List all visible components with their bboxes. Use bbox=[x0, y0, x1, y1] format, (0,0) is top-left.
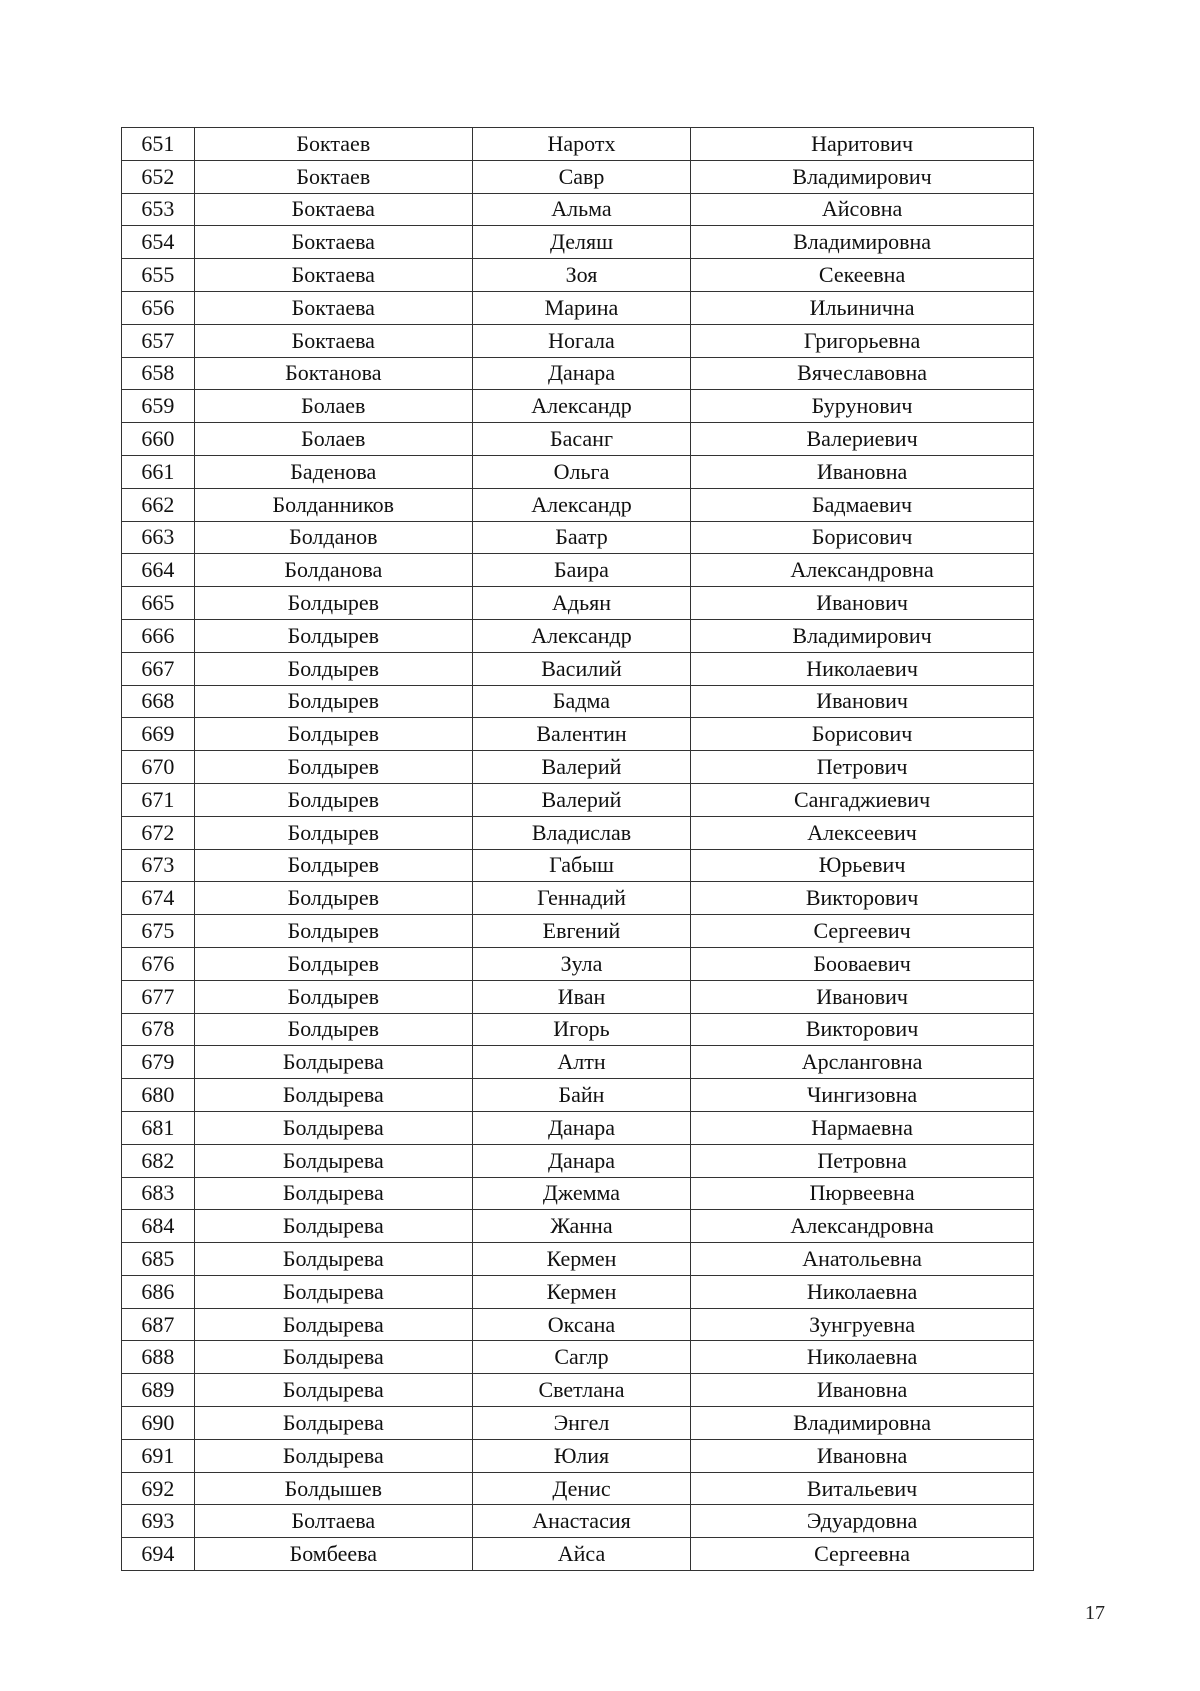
first-name-cell: Евгений bbox=[472, 915, 690, 948]
table-row bbox=[122, 947, 1034, 980]
row-number-cell: 691 bbox=[122, 1439, 195, 1472]
patronymic-cell: Николаевна bbox=[691, 1341, 1034, 1374]
first-name-cell: Данара bbox=[472, 1144, 690, 1177]
patronymic-cell: Петрович bbox=[691, 751, 1034, 784]
table-row bbox=[122, 1341, 1034, 1374]
patronymic-cell: Ивановна bbox=[691, 1439, 1034, 1472]
patronymic-cell: Николаевич bbox=[691, 652, 1034, 685]
first-name-cell: Юлия bbox=[472, 1439, 690, 1472]
table-row bbox=[122, 587, 1034, 620]
patronymic-cell: Александровна bbox=[691, 1210, 1034, 1243]
patronymic-cell: Витальевич bbox=[691, 1472, 1034, 1505]
patronymic-cell: Ивановна bbox=[691, 455, 1034, 488]
patronymic-cell: Владимировна bbox=[691, 1407, 1034, 1440]
row-number-cell: 694 bbox=[122, 1538, 195, 1571]
table-row bbox=[122, 554, 1034, 587]
table-row bbox=[122, 751, 1034, 784]
table-row bbox=[122, 1439, 1034, 1472]
last-name-cell: Болдырев bbox=[194, 816, 472, 849]
patronymic-cell: Юрьевич bbox=[691, 849, 1034, 882]
row-number-cell: 667 bbox=[122, 652, 195, 685]
row-number-cell: 683 bbox=[122, 1177, 195, 1210]
first-name-cell: Оксана bbox=[472, 1308, 690, 1341]
row-number-cell: 658 bbox=[122, 357, 195, 390]
patronymic-cell: Алексеевич bbox=[691, 816, 1034, 849]
first-name-cell: Джемма bbox=[472, 1177, 690, 1210]
first-name-cell: Александр bbox=[472, 390, 690, 423]
patronymic-cell: Нармаевна bbox=[691, 1111, 1034, 1144]
last-name-cell: Болдырев bbox=[194, 783, 472, 816]
last-name-cell: Боктаев bbox=[194, 128, 472, 161]
first-name-cell: Алтн bbox=[472, 1046, 690, 1079]
patronymic-cell: Петровна bbox=[691, 1144, 1034, 1177]
first-name-cell: Александр bbox=[472, 619, 690, 652]
table-row bbox=[122, 455, 1034, 488]
last-name-cell: Боктаева bbox=[194, 193, 472, 226]
row-number-cell: 673 bbox=[122, 849, 195, 882]
last-name-cell: Болдырев bbox=[194, 751, 472, 784]
first-name-cell: Геннадий bbox=[472, 882, 690, 915]
table-row bbox=[122, 1144, 1034, 1177]
table-row bbox=[122, 1079, 1034, 1112]
row-number-cell: 666 bbox=[122, 619, 195, 652]
first-name-cell: Александр bbox=[472, 488, 690, 521]
last-name-cell: Болдырева bbox=[194, 1144, 472, 1177]
row-number-cell: 676 bbox=[122, 947, 195, 980]
last-name-cell: Боктаева bbox=[194, 226, 472, 259]
patronymic-cell: Бадмаевич bbox=[691, 488, 1034, 521]
row-number-cell: 685 bbox=[122, 1243, 195, 1276]
patronymic-cell: Николаевна bbox=[691, 1275, 1034, 1308]
table-row bbox=[122, 193, 1034, 226]
row-number-cell: 662 bbox=[122, 488, 195, 521]
table-row bbox=[122, 291, 1034, 324]
first-name-cell: Альма bbox=[472, 193, 690, 226]
row-number-cell: 651 bbox=[122, 128, 195, 161]
patronymic-cell: Сергеевич bbox=[691, 915, 1034, 948]
table-row bbox=[122, 718, 1034, 751]
row-number-cell: 692 bbox=[122, 1472, 195, 1505]
table-row bbox=[122, 1013, 1034, 1046]
last-name-cell: Болдырев bbox=[194, 947, 472, 980]
last-name-cell: Болданов bbox=[194, 521, 472, 554]
table-row bbox=[122, 160, 1034, 193]
last-name-cell: Боктаева bbox=[194, 259, 472, 292]
first-name-cell: Денис bbox=[472, 1472, 690, 1505]
row-number-cell: 686 bbox=[122, 1275, 195, 1308]
row-number-cell: 668 bbox=[122, 685, 195, 718]
first-name-cell: Айса bbox=[472, 1538, 690, 1571]
patronymic-cell: Айсовна bbox=[691, 193, 1034, 226]
first-name-cell: Валентин bbox=[472, 718, 690, 751]
patronymic-cell: Владимирович bbox=[691, 160, 1034, 193]
patronymic-cell: Сергеевна bbox=[691, 1538, 1034, 1571]
last-name-cell: Болдырева bbox=[194, 1341, 472, 1374]
patronymic-cell: Бурунович bbox=[691, 390, 1034, 423]
last-name-cell: Болаев bbox=[194, 423, 472, 456]
patronymic-cell: Чингизовна bbox=[691, 1079, 1034, 1112]
table-row bbox=[122, 1308, 1034, 1341]
row-number-cell: 689 bbox=[122, 1374, 195, 1407]
patronymic-cell: Владимировна bbox=[691, 226, 1034, 259]
last-name-cell: Боктанова bbox=[194, 357, 472, 390]
row-number-cell: 665 bbox=[122, 587, 195, 620]
first-name-cell: Бадма bbox=[472, 685, 690, 718]
last-name-cell: Болдырев bbox=[194, 587, 472, 620]
last-name-cell: Болдырев bbox=[194, 685, 472, 718]
first-name-cell: Кермен bbox=[472, 1275, 690, 1308]
first-name-cell: Саглр bbox=[472, 1341, 690, 1374]
last-name-cell: Болдырев bbox=[194, 718, 472, 751]
first-name-cell: Светлана bbox=[472, 1374, 690, 1407]
row-number-cell: 654 bbox=[122, 226, 195, 259]
row-number-cell: 663 bbox=[122, 521, 195, 554]
last-name-cell: Болдырева bbox=[194, 1275, 472, 1308]
first-name-cell: Игорь bbox=[472, 1013, 690, 1046]
table-row bbox=[122, 357, 1034, 390]
row-number-cell: 688 bbox=[122, 1341, 195, 1374]
table-row bbox=[122, 1111, 1034, 1144]
table-row bbox=[122, 849, 1034, 882]
row-number-cell: 690 bbox=[122, 1407, 195, 1440]
row-number-cell: 679 bbox=[122, 1046, 195, 1079]
table-row bbox=[122, 915, 1034, 948]
last-name-cell: Болдырева bbox=[194, 1079, 472, 1112]
table-row bbox=[122, 652, 1034, 685]
row-number-cell: 657 bbox=[122, 324, 195, 357]
table-row bbox=[122, 1210, 1034, 1243]
first-name-cell: Савр bbox=[472, 160, 690, 193]
row-number-cell: 684 bbox=[122, 1210, 195, 1243]
row-number-cell: 653 bbox=[122, 193, 195, 226]
patronymic-cell: Валериевич bbox=[691, 423, 1034, 456]
last-name-cell: Болдырева bbox=[194, 1210, 472, 1243]
table-row bbox=[122, 980, 1034, 1013]
last-name-cell: Болдышев bbox=[194, 1472, 472, 1505]
table-row bbox=[122, 1177, 1034, 1210]
first-name-cell: Марина bbox=[472, 291, 690, 324]
first-name-cell: Данара bbox=[472, 1111, 690, 1144]
first-name-cell: Зула bbox=[472, 947, 690, 980]
first-name-cell: Кермен bbox=[472, 1243, 690, 1276]
patronymic-cell: Зунгруевна bbox=[691, 1308, 1034, 1341]
patronymic-cell: Наритович bbox=[691, 128, 1034, 161]
first-name-cell: Зоя bbox=[472, 259, 690, 292]
table-row bbox=[122, 1472, 1034, 1505]
table-row bbox=[122, 128, 1034, 161]
table-row bbox=[122, 1275, 1034, 1308]
patronymic-cell: Ивановна bbox=[691, 1374, 1034, 1407]
page-number: 17 bbox=[1085, 1602, 1105, 1624]
patronymic-cell: Бооваевич bbox=[691, 947, 1034, 980]
row-number-cell: 681 bbox=[122, 1111, 195, 1144]
row-number-cell: 678 bbox=[122, 1013, 195, 1046]
first-name-cell: Габыш bbox=[472, 849, 690, 882]
last-name-cell: Болдырев bbox=[194, 915, 472, 948]
table-row bbox=[122, 521, 1034, 554]
first-name-cell: Байн bbox=[472, 1079, 690, 1112]
first-name-cell: Анастасия bbox=[472, 1505, 690, 1538]
table-row bbox=[122, 1538, 1034, 1571]
patronymic-cell: Викторович bbox=[691, 882, 1034, 915]
patronymic-cell: Иванович bbox=[691, 685, 1034, 718]
last-name-cell: Болтаева bbox=[194, 1505, 472, 1538]
row-number-cell: 682 bbox=[122, 1144, 195, 1177]
patronymic-cell: Анатольевна bbox=[691, 1243, 1034, 1276]
row-number-cell: 655 bbox=[122, 259, 195, 292]
patronymic-cell: Иванович bbox=[691, 980, 1034, 1013]
last-name-cell: Болдырева bbox=[194, 1111, 472, 1144]
table-row bbox=[122, 390, 1034, 423]
table-row bbox=[122, 1505, 1034, 1538]
first-name-cell: Баатр bbox=[472, 521, 690, 554]
last-name-cell: Болдырев bbox=[194, 980, 472, 1013]
last-name-cell: Болдырева bbox=[194, 1407, 472, 1440]
patronymic-cell: Викторович bbox=[691, 1013, 1034, 1046]
last-name-cell: Боктаева bbox=[194, 324, 472, 357]
last-name-cell: Болдырев bbox=[194, 1013, 472, 1046]
last-name-cell: Болдырев bbox=[194, 652, 472, 685]
first-name-cell: Иван bbox=[472, 980, 690, 1013]
first-name-cell: Деляш bbox=[472, 226, 690, 259]
row-number-cell: 693 bbox=[122, 1505, 195, 1538]
table-row bbox=[122, 259, 1034, 292]
last-name-cell: Болдырев bbox=[194, 849, 472, 882]
last-name-cell: Болаев bbox=[194, 390, 472, 423]
row-number-cell: 669 bbox=[122, 718, 195, 751]
patronymic-cell: Александровна bbox=[691, 554, 1034, 587]
row-number-cell: 677 bbox=[122, 980, 195, 1013]
first-name-cell: Наротх bbox=[472, 128, 690, 161]
patronymic-cell: Сангаджиевич bbox=[691, 783, 1034, 816]
patronymic-cell: Эдуардовна bbox=[691, 1505, 1034, 1538]
row-number-cell: 659 bbox=[122, 390, 195, 423]
table-body bbox=[122, 128, 1034, 1571]
first-name-cell: Ольга bbox=[472, 455, 690, 488]
table-row bbox=[122, 1046, 1034, 1079]
patronymic-cell: Ильинична bbox=[691, 291, 1034, 324]
table-row bbox=[122, 1243, 1034, 1276]
last-name-cell: Баденова bbox=[194, 455, 472, 488]
first-name-cell: Валерий bbox=[472, 751, 690, 784]
last-name-cell: Болдырева bbox=[194, 1374, 472, 1407]
first-name-cell: Данара bbox=[472, 357, 690, 390]
last-name-cell: Болданова bbox=[194, 554, 472, 587]
name-list-table bbox=[121, 127, 1034, 1571]
table-row bbox=[122, 1407, 1034, 1440]
table-row bbox=[122, 226, 1034, 259]
first-name-cell: Энгел bbox=[472, 1407, 690, 1440]
row-number-cell: 687 bbox=[122, 1308, 195, 1341]
last-name-cell: Болдырева bbox=[194, 1177, 472, 1210]
row-number-cell: 670 bbox=[122, 751, 195, 784]
patronymic-cell: Григорьевна bbox=[691, 324, 1034, 357]
row-number-cell: 674 bbox=[122, 882, 195, 915]
patronymic-cell: Арсланговна bbox=[691, 1046, 1034, 1079]
patronymic-cell: Борисович bbox=[691, 718, 1034, 751]
first-name-cell: Владислав bbox=[472, 816, 690, 849]
table-row bbox=[122, 1374, 1034, 1407]
table-row bbox=[122, 619, 1034, 652]
table-row bbox=[122, 882, 1034, 915]
patronymic-cell: Владимирович bbox=[691, 619, 1034, 652]
first-name-cell: Василий bbox=[472, 652, 690, 685]
row-number-cell: 671 bbox=[122, 783, 195, 816]
last-name-cell: Боктаева bbox=[194, 291, 472, 324]
first-name-cell: Баира bbox=[472, 554, 690, 587]
row-number-cell: 680 bbox=[122, 1079, 195, 1112]
last-name-cell: Болдырева bbox=[194, 1243, 472, 1276]
last-name-cell: Болдырев bbox=[194, 619, 472, 652]
patronymic-cell: Иванович bbox=[691, 587, 1034, 620]
row-number-cell: 660 bbox=[122, 423, 195, 456]
last-name-cell: Болдырева bbox=[194, 1046, 472, 1079]
table-row bbox=[122, 488, 1034, 521]
row-number-cell: 672 bbox=[122, 816, 195, 849]
patronymic-cell: Вячеславовна bbox=[691, 357, 1034, 390]
first-name-cell: Ногала bbox=[472, 324, 690, 357]
last-name-cell: Бомбеева bbox=[194, 1538, 472, 1571]
table-row bbox=[122, 783, 1034, 816]
table-row bbox=[122, 816, 1034, 849]
first-name-cell: Басанг bbox=[472, 423, 690, 456]
last-name-cell: Болданников bbox=[194, 488, 472, 521]
patronymic-cell: Пюрвеевна bbox=[691, 1177, 1034, 1210]
first-name-cell: Жанна bbox=[472, 1210, 690, 1243]
table-row bbox=[122, 685, 1034, 718]
patronymic-cell: Секеевна bbox=[691, 259, 1034, 292]
last-name-cell: Болдырев bbox=[194, 882, 472, 915]
row-number-cell: 675 bbox=[122, 915, 195, 948]
table-row bbox=[122, 423, 1034, 456]
row-number-cell: 664 bbox=[122, 554, 195, 587]
row-number-cell: 656 bbox=[122, 291, 195, 324]
last-name-cell: Болдырева bbox=[194, 1439, 472, 1472]
patronymic-cell: Борисович bbox=[691, 521, 1034, 554]
row-number-cell: 652 bbox=[122, 160, 195, 193]
row-number-cell: 661 bbox=[122, 455, 195, 488]
last-name-cell: Боктаев bbox=[194, 160, 472, 193]
table-row bbox=[122, 324, 1034, 357]
first-name-cell: Адьян bbox=[472, 587, 690, 620]
first-name-cell: Валерий bbox=[472, 783, 690, 816]
last-name-cell: Болдырева bbox=[194, 1308, 472, 1341]
